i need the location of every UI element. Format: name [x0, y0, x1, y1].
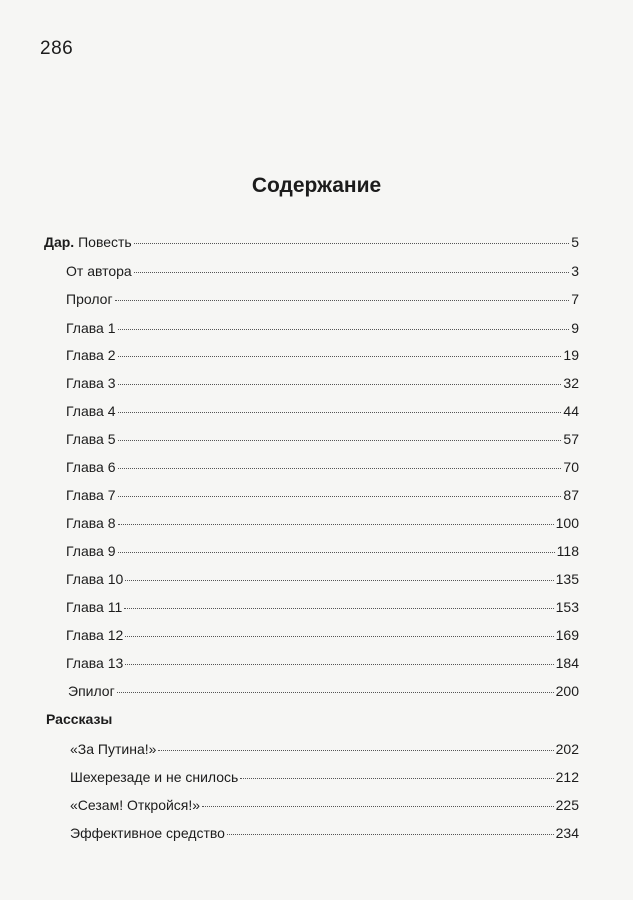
leader-dots: [118, 495, 562, 497]
leader-dots: [134, 242, 569, 244]
toc-entry[interactable]: [66, 537, 579, 565]
leader-dots: [240, 777, 553, 779]
toc-page-number: 169: [555, 626, 579, 643]
toc-entry[interactable]: [66, 285, 579, 313]
leader-dots: [118, 467, 562, 469]
toc-entry-label: Эпилог: [68, 683, 115, 699]
toc-entry[interactable]: [66, 369, 579, 397]
leader-dots: [118, 551, 555, 553]
toc-entry-label: Эффективное средство: [70, 825, 225, 841]
toc-entry[interactable]: [66, 481, 579, 509]
toc-page-number: 234: [555, 825, 579, 841]
toc-page-number: 225: [555, 797, 579, 813]
leader-dots: [118, 383, 562, 385]
toc-entry-label: Глава 6: [66, 459, 116, 475]
toc-entry[interactable]: [66, 509, 579, 537]
toc-page-number: 32: [563, 375, 579, 391]
leader-dots: [134, 271, 569, 273]
toc-page-number: 9: [571, 319, 579, 336]
toc-page-number: 19: [563, 347, 579, 363]
toc-section-heading: Рассказы: [46, 711, 113, 727]
leader-dots: [125, 579, 553, 581]
toc-entry[interactable]: [66, 593, 579, 621]
toc-entry[interactable]: [70, 819, 579, 847]
toc-entry-label: Глава 9: [66, 542, 116, 559]
toc-entry-label: Глава 7: [66, 486, 116, 503]
toc-page-number: 57: [563, 431, 579, 447]
leader-dots: [125, 663, 553, 665]
toc-entry[interactable]: [66, 397, 579, 425]
leader-dots: [117, 691, 554, 693]
toc-entry[interactable]: [66, 257, 579, 285]
toc-entry[interactable]: [66, 649, 579, 677]
toc-entry-label: «Сезам! Откройся!»: [70, 797, 201, 813]
toc-part-title-bold: Дар.: [44, 234, 75, 250]
page-number: 286: [40, 38, 74, 59]
toc-entry[interactable]: [70, 735, 579, 763]
toc-entry-label: Глава 11: [66, 598, 123, 615]
leader-dots: [125, 635, 553, 637]
toc-entry-label: Глава 12: [66, 626, 124, 643]
toc-page-number: 200: [555, 683, 579, 699]
toc-page-number: 3: [571, 263, 579, 279]
toc-entry[interactable]: [66, 314, 579, 342]
toc-entry[interactable]: [66, 341, 579, 369]
toc-entry-label: Глава 1: [66, 319, 116, 336]
toc-entry-label: Глава 13: [66, 654, 124, 671]
toc-entry-label: «За Путина!»: [70, 741, 157, 757]
leader-dots: [118, 355, 562, 357]
toc-page-number: 118: [556, 542, 579, 559]
toc-entry-label: Глава 10: [66, 570, 124, 587]
toc-entry[interactable]: [66, 453, 579, 481]
leader-dots: [118, 328, 570, 330]
toc-entry-label: От автора: [66, 263, 132, 279]
toc-entry[interactable]: [68, 677, 579, 705]
toc-part-heading[interactable]: [44, 228, 579, 256]
toc-entry[interactable]: [66, 565, 579, 593]
toc-page-number: 70: [563, 459, 579, 475]
leader-dots: [202, 805, 554, 807]
toc-entry-label: Глава 5: [66, 431, 116, 447]
toc-page-number: 212: [555, 769, 579, 785]
toc-entry-label: Глава 3: [66, 375, 116, 391]
toc-page-number: 44: [563, 402, 579, 419]
toc-page-number: 135: [555, 570, 579, 587]
toc-page-number: 202: [555, 741, 579, 757]
toc-page-number: 100: [555, 514, 579, 531]
toc-entry-label: Глава 2: [66, 347, 116, 363]
toc-page-number: 184: [555, 654, 579, 671]
toc-entry[interactable]: [66, 425, 579, 453]
toc-page-number: 7: [571, 290, 579, 307]
toc-entry[interactable]: [66, 621, 579, 649]
toc-entry-label: Шехерезаде и не снилось: [70, 769, 239, 785]
leader-dots: [118, 411, 562, 413]
leader-dots: [115, 299, 570, 301]
toc-part-title-rest: Повесть: [78, 234, 132, 250]
toc-entry-label: Глава 8: [66, 514, 116, 531]
toc-entry-label: Пролог: [66, 290, 113, 307]
leader-dots: [118, 439, 562, 441]
leader-dots: [227, 833, 554, 835]
leader-dots: [124, 607, 553, 609]
leader-dots: [158, 749, 553, 751]
toc-entry[interactable]: [70, 791, 579, 819]
toc-page-number: 87: [563, 486, 579, 503]
toc-page-number: 5: [571, 234, 579, 250]
toc-page-number: 153: [555, 598, 579, 615]
toc-entry[interactable]: [70, 763, 579, 791]
toc-title: Содержание: [251, 174, 382, 197]
leader-dots: [118, 523, 554, 525]
toc-entry-label: Глава 4: [66, 402, 116, 419]
